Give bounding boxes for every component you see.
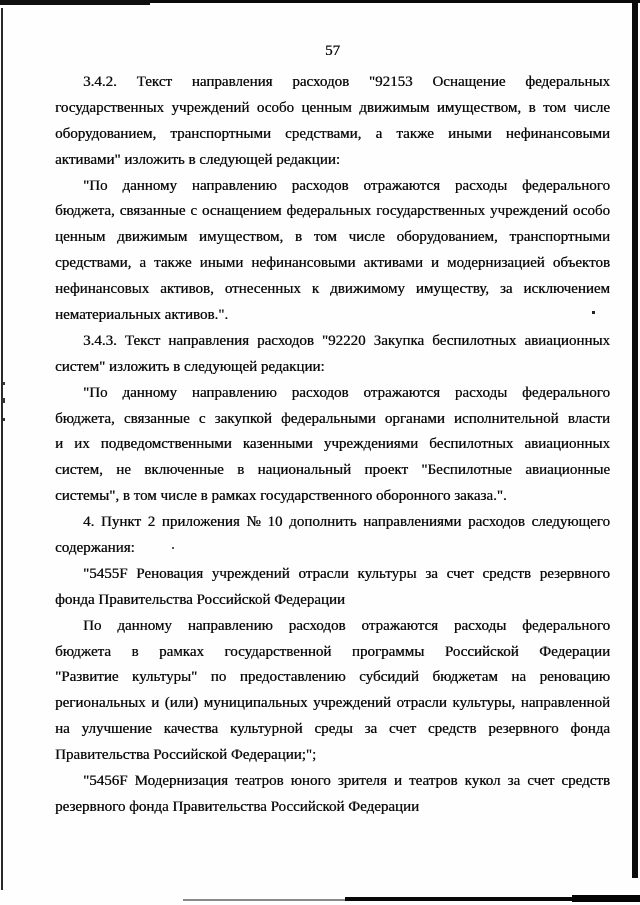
text-line: государственных учреждений особо ценным движимым имуществом, в том числе [55, 99, 610, 116]
text-line: содержания: [55, 540, 135, 557]
text-block [55, 38, 610, 821]
text-line: и их подведомственными казенными учреждениями беспилотных авиационных [55, 436, 610, 453]
text-line: бюджета, связанные с оснащением федеральных государственных учреждений особо [55, 203, 610, 220]
text-line: 3.4.3. Текст направления расходов "92220 Закупка беспилотных авиационных [83, 332, 610, 349]
text-line: средствами, а также иными нефинансовыми активами и модернизацией объектов [55, 255, 610, 272]
page-number: 57 [325, 43, 340, 59]
text-line: "5455F Реновация учреждений отрасли культуры за счет средств резервного [83, 565, 610, 582]
text-line: "По данному направлению расходов отражаются расходы федерального [83, 384, 610, 401]
scan-edge-left [1, 8, 3, 890]
scan-edge-right [632, 0, 638, 878]
scan-edge-bottom-corner [572, 895, 640, 902]
text-line: фонда Правительства Российской Федерации [55, 591, 345, 608]
scan-edge-top-blob [0, 0, 150, 5]
text-line: ценным движимым имуществом, в том числе оборудованием, транспортными [55, 229, 610, 246]
text-line: нематериальных активов.". [55, 307, 229, 324]
scan-edge-bottom-faint [183, 899, 345, 901]
text-line: оборудованием, транспортными средствами, а также иными нефинансовыми [55, 125, 610, 142]
text-line: нефинансовых активов, отнесенных к движимому имуществу, за исключением [55, 281, 610, 298]
text-line: бюджета, связанные с закупкой федеральными органами исполнительной власти [55, 410, 610, 427]
scan-speck [2, 398, 5, 403]
text-line: "По данному направлению расходов отражаются расходы федерального [83, 177, 610, 194]
text-line: бюджета в рамках государственной программы Российской Федерации [55, 643, 610, 660]
text-line: системы", в том числе в рамках государственного оборонного заказа.". [55, 488, 507, 505]
text-line: 4. Пункт 2 приложения № 10 дополнить направлениями расходов следующего [83, 514, 610, 531]
text-line: активами" изложить в следующей редакции: [55, 151, 340, 168]
text-line: систем" изложить в следующей редакции: [55, 358, 325, 375]
text-line: "5456F Модернизация театров юного зрителя и театров кукол за счет средств [83, 773, 610, 790]
text-line: Правительства Российской Федерации;"; [55, 747, 317, 764]
text-line: региональных и (или) муниципальных учреждений отрасли культуры, направленной [55, 695, 610, 712]
scan-speck [2, 382, 5, 385]
text-line: на улучшение качества культурной среды за счет средств резервного фонда [55, 721, 610, 738]
text-line: "Развитие культуры" по предоставлению субсидий бюджетам на реновацию [55, 669, 610, 686]
text-line: систем, не включенные в национальный проект "Беспилотные авиационные [55, 462, 610, 479]
text-line: резервного фонда Правительства Российской Федерации [55, 798, 420, 815]
text-line: По данному направлению расходов отражаются расходы федерального [83, 617, 610, 634]
scan-speck [3, 418, 5, 421]
text-line: 3.4.2. Текст направления расходов "92153 Оснащение федеральных [83, 74, 610, 90]
